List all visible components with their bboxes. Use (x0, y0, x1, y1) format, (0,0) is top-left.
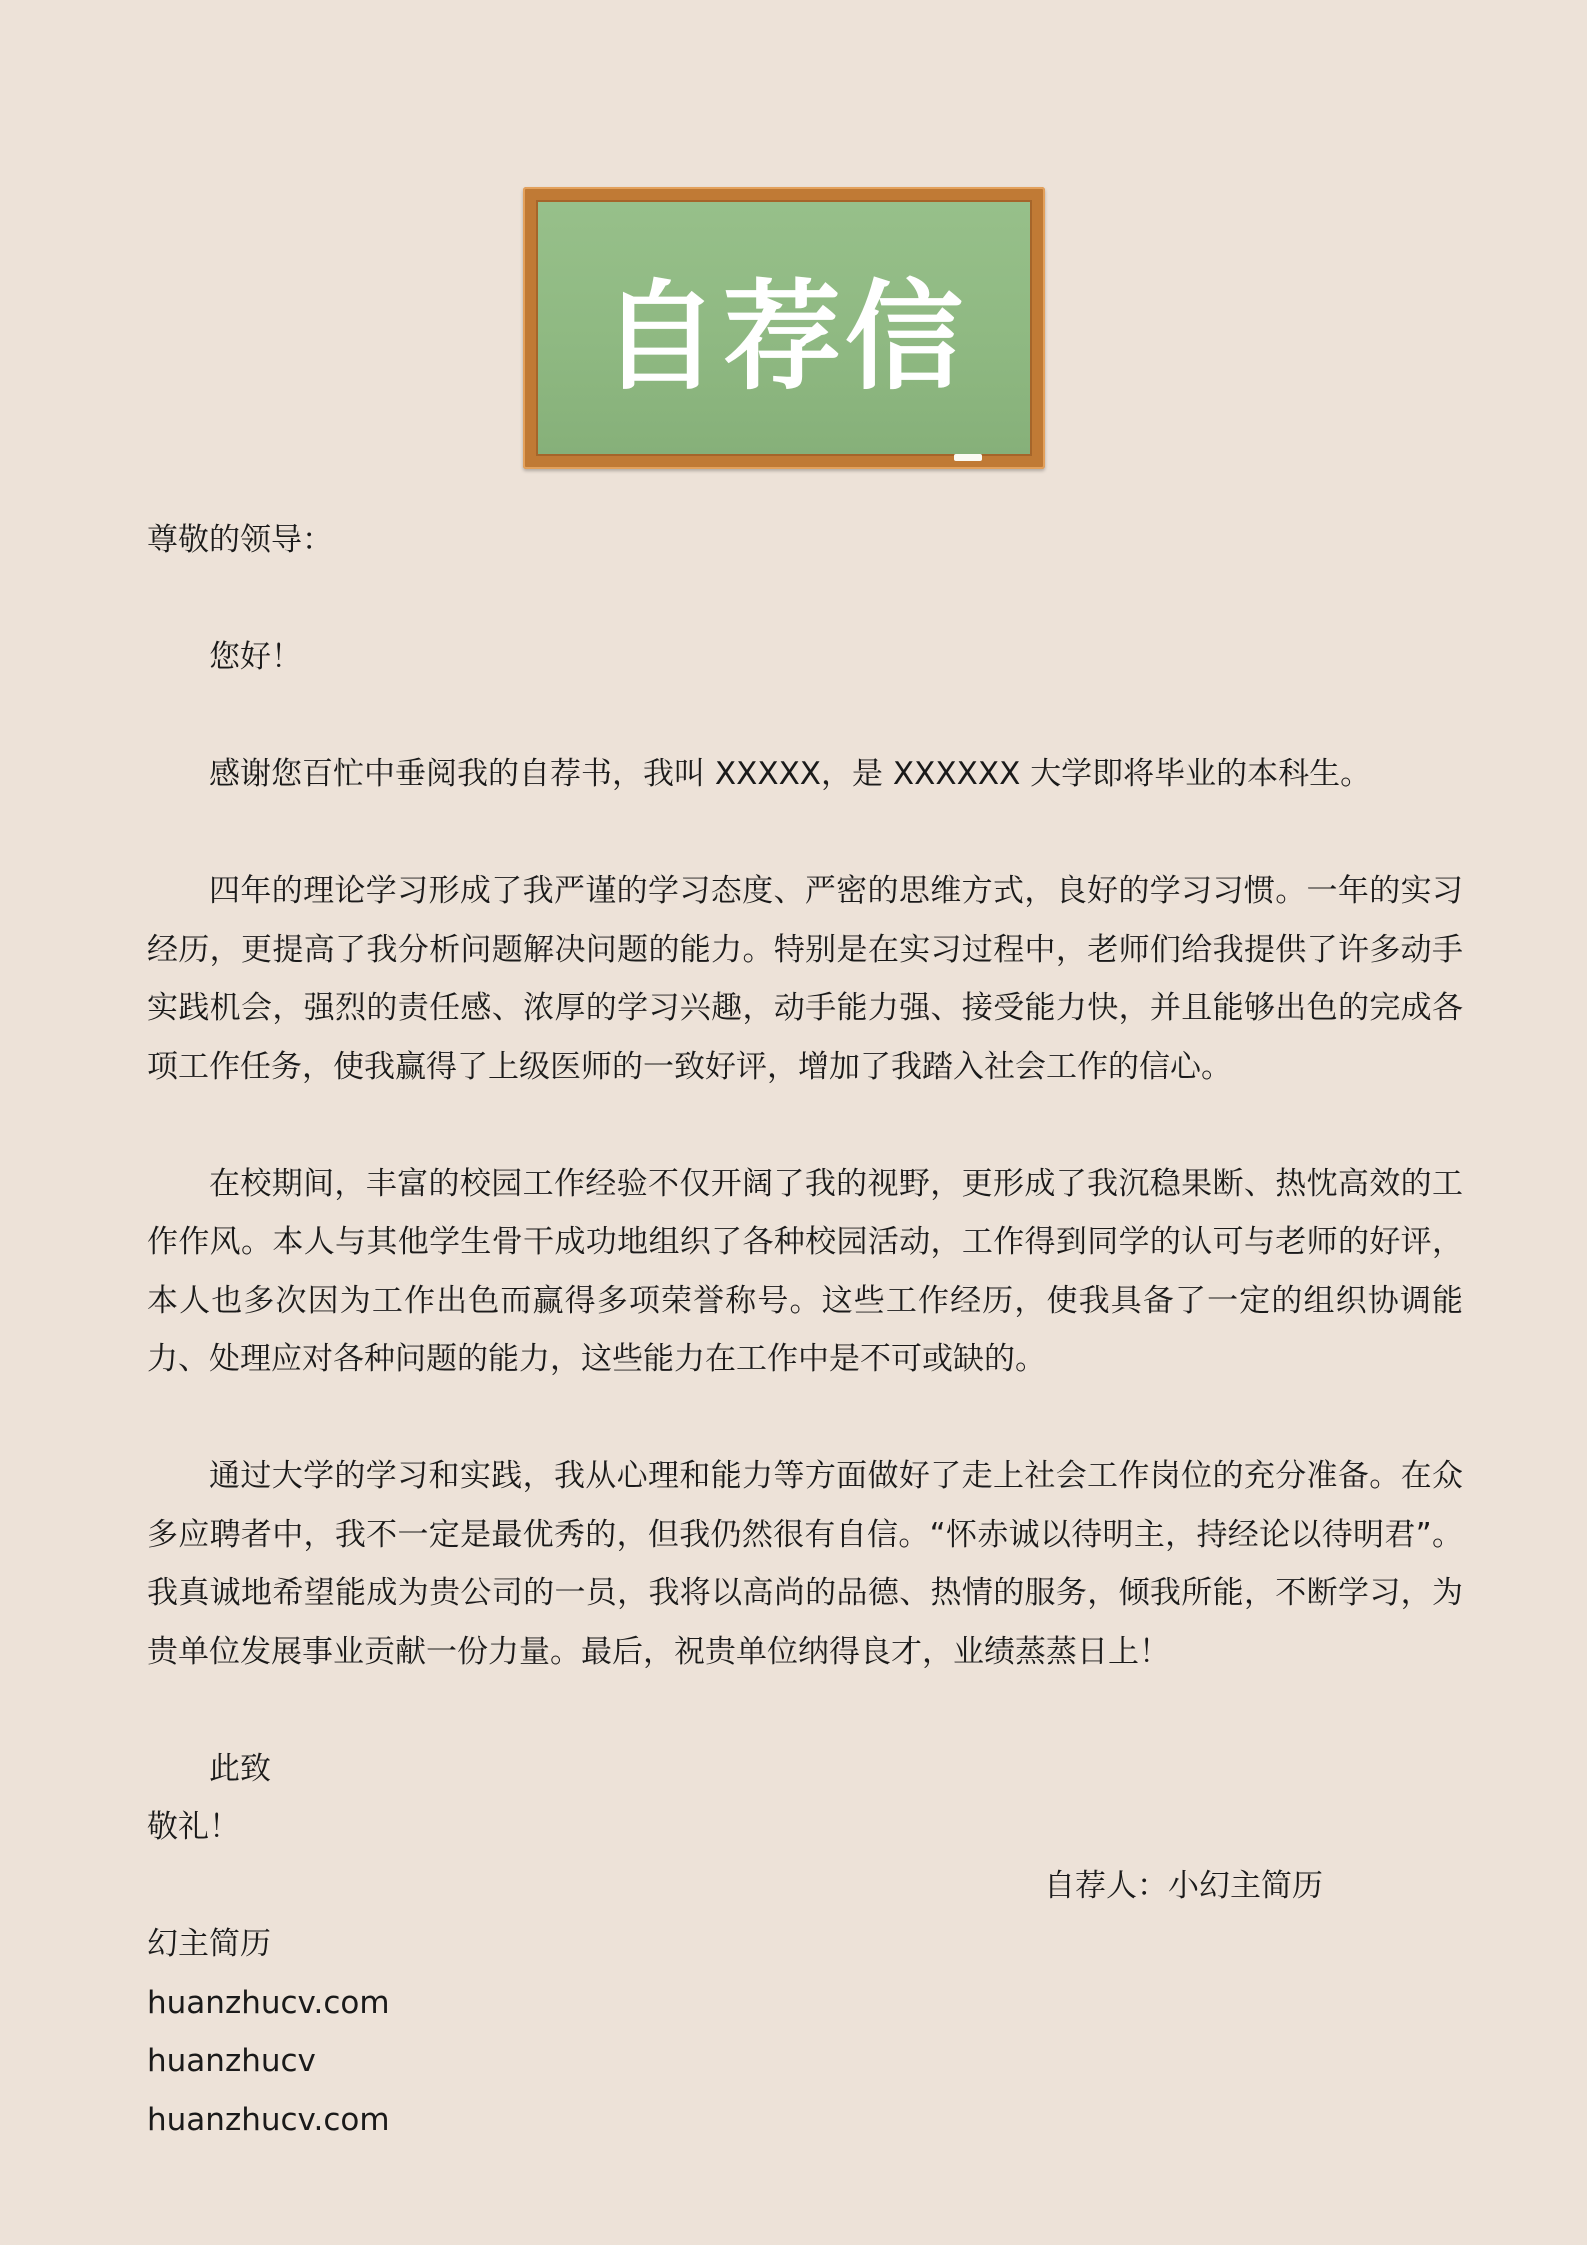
closing-jingli: 敬礼！ (147, 1809, 240, 1845)
paragraph-study: 四年的理论学习形成了我严谨的学习态度、严密的思维方式，良好的学习习惯。一年的实习经历，更提高了我分析问题解决问题的能力。特别是在实习过程中，老师们给我提供了许多动手实践机会，强烈的责任感、浓厚的学习兴趣，动手能力强、接受能力快，并且能够出色的完成各项工作任务，使我赢得了上级医师的一致好评，增加了我踏入社会工作的信心。 (147, 873, 1463, 1085)
spacer (147, 1389, 1463, 1448)
spacer (147, 804, 1463, 863)
footer-line: huanzhucv.com (147, 2101, 390, 2138)
footer-line: huanzhucv (147, 2043, 316, 2079)
salutation: 尊敬的领导： (147, 522, 333, 558)
chalkboard-banner (523, 187, 1045, 469)
spacer (147, 570, 1463, 629)
paragraph-intro: 感谢您百忙中垂阅我的自荐书，我叫 XXXXX，是 XXXXXX 大学即将毕业的本科生。 (209, 756, 1372, 792)
footer-line: 幻主简历 (147, 1926, 271, 1962)
greeting: 您好！ (209, 639, 302, 675)
paragraph-conclusion: 通过大学的学习和实践，我从心理和能力等方面做好了走上社会工作岗位的充分准备。在众多应聘者中，我不一定是最优秀的，但我仍然很有自信。“怀赤诚以待明主，持经论以待明君”。我真诚地希望能成为贵公司的一员，我将以高尚的品德、热情的服务，倾我所能，不断学习，为贵单位发展事业贡献一份力量。最后，祝贵单位纳得良才，业绩蒸蒸日上！ (147, 1458, 1463, 1670)
spacer (147, 1096, 1463, 1155)
chalk-piece (954, 454, 982, 461)
footer-line: huanzhucv.com (147, 1984, 390, 2021)
spacer (147, 687, 1463, 746)
closing-cizhi: 此致 (209, 1750, 271, 1787)
spacer (147, 1681, 1463, 1740)
letter-body (147, 511, 1463, 2149)
paragraph-campus: 在校期间，丰富的校园工作经验不仅开阔了我的视野，更形成了我沉稳果断、热忱高效的工作作风。本人与其他学生骨干成功地组织了各种校园活动，工作得到同学的认可与老师的好评，本人也多次因为工作出色而赢得多项荣誉称号。这些工作经历，使我具备了一定的组织协调能力、处理应对各种问题的能力，这些能力在工作中是不可或缺的。 (147, 1165, 1463, 1377)
signature: 自荐人：小幻主简历 (1044, 1867, 1323, 1904)
page-title: 自荐信 (600, 267, 967, 406)
